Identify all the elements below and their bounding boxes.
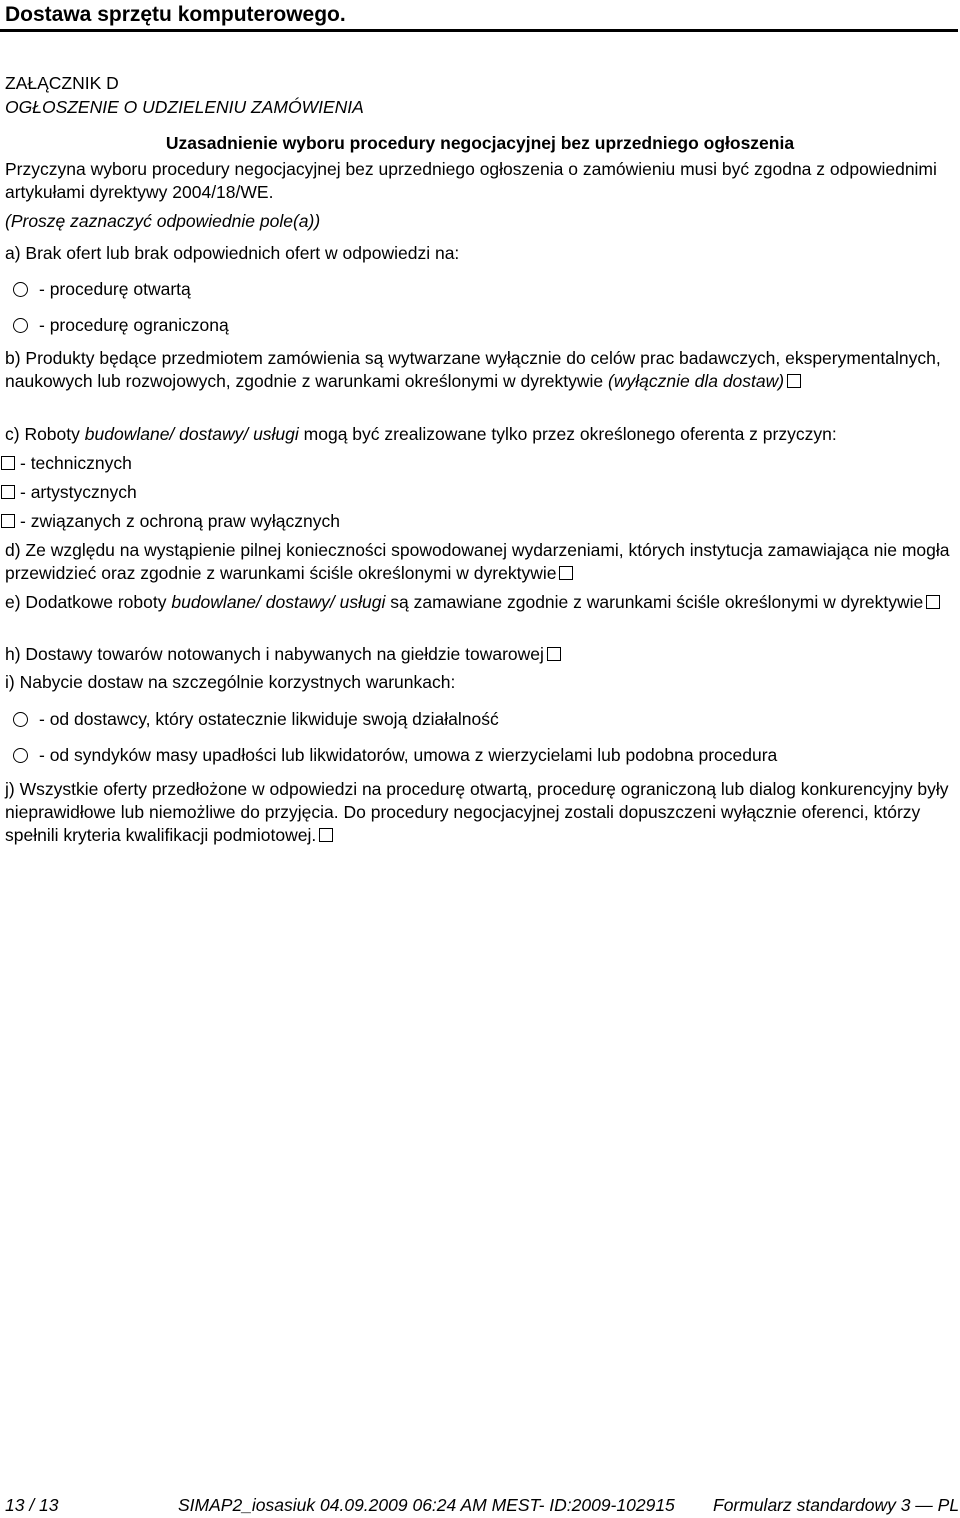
item-b (5, 347, 955, 393)
item-c-option-exclusive-rights[interactable] (1, 509, 340, 533)
checkbox[interactable] (1, 514, 15, 528)
item-i-option-insolvency[interactable] (13, 743, 777, 767)
option-label: - procedurę ograniczoną (39, 314, 229, 335)
item-c (5, 423, 955, 446)
item-c-option-artistic[interactable] (1, 480, 137, 504)
item-b-checkbox[interactable] (787, 374, 801, 388)
item-a-option-restricted[interactable] (13, 313, 229, 337)
item-h (5, 643, 955, 666)
radio-button[interactable] (13, 712, 28, 727)
item-c-prefix: c) Roboty (5, 424, 80, 444)
page-number: 13 / 13 (5, 1495, 59, 1515)
item-e-prefix: e) Dodatkowe roboty (5, 592, 167, 612)
instruction-text: (Proszę zaznaczyć odpowiednie pole(a)) (5, 211, 321, 231)
option-label: - technicznych (20, 452, 132, 473)
item-b-italic: (wyłącznie dla dostaw) (608, 371, 785, 391)
document-id: SIMAP2_iosasiuk 04.09.2009 06:24 AM MEST- ID:2009-102915 (178, 1495, 675, 1515)
form-name: Formularz standardowy 3 — PL (713, 1495, 960, 1515)
option-label: - procedurę otwartą (39, 278, 191, 299)
item-a-text: a) Brak ofert lub brak odpowiednich ofert w odpowiedzi na: (5, 243, 460, 263)
annex-subtitle: OGŁOSZENIE O UDZIELENIU ZAMÓWIENIA (5, 97, 364, 117)
item-c-italic: budowlane/ dostawy/ usługi (84, 424, 299, 444)
section-title: Uzasadnienie wyboru procedury negocjacyjnej bez uprzedniego ogłoszenia (165, 133, 795, 153)
item-e-checkbox[interactable] (926, 595, 940, 609)
item-d-text: d) Ze względu na wystąpienie pilnej konieczności spowodowanej wydarzeniami, których instytucja zamawiająca nie mogła przewidzieć oraz zgodnie z warunkami ściśle określonymi w dyrektywie (5, 540, 950, 583)
item-i-option-liquidation[interactable] (13, 707, 499, 731)
checkbox[interactable] (1, 456, 15, 470)
item-e-suffix: są zamawiane zgodnie z warunkami ściśle określonymi w dyrektywie (390, 592, 924, 612)
item-d (5, 539, 955, 585)
item-j-checkbox[interactable] (319, 828, 333, 842)
item-e-italic: budowlane/ dostawy/ usługi (171, 592, 386, 612)
radio-button[interactable] (13, 282, 28, 297)
item-i-text: i) Nabycie dostaw na szczególnie korzystnych warunkach: (5, 672, 456, 692)
item-h-text: h) Dostawy towarów notowanych i nabywanych na giełdzie towarowej (5, 644, 544, 664)
item-b-text: b) Produkty będące przedmiotem zamówienia są wytwarzane wyłącznie do celów prac badawczych, eksperymentalnych, naukowych lub rozwojowych, zgodnie z warunkami określonymi w dyrektywie (5, 348, 941, 391)
item-h-checkbox[interactable] (547, 647, 561, 661)
radio-button[interactable] (13, 318, 28, 333)
item-e (5, 591, 955, 614)
checkbox[interactable] (1, 485, 15, 499)
item-j (5, 778, 955, 847)
option-label: - od dostawcy, który ostatecznie likwiduje swoją działalność (39, 708, 499, 729)
intro-text: Przyczyna wyboru procedury negocjacyjnej bez uprzedniego ogłoszenia o zamówieniu musi być zgodna z odpowiednimi artykułami dyrektywy 2004/18/WE. (5, 159, 937, 202)
item-a-option-open[interactable] (13, 277, 191, 301)
item-d-checkbox[interactable] (559, 566, 573, 580)
document-title: Dostawa sprzętu komputerowego. (5, 3, 346, 26)
option-label: - artystycznych (20, 481, 137, 502)
annex-label: ZAŁĄCZNIK D (5, 73, 119, 93)
item-j-text: j) Wszystkie oferty przedłożone w odpowiedzi na procedurę otwartą, procedurę ograniczoną lub dialog konkurencyjny były nieprawidłowe lub niemożliwe do przyjęcia. Do procedury negocjacyjnej zostali dopuszczeni wyłącznie oferenci, którzy spełnili kryteria kwalifikacji podmiotowej. (5, 779, 949, 845)
option-label: - od syndyków masy upadłości lub likwidatorów, umowa z wierzycielami lub podobna procedura (39, 744, 778, 765)
option-label: - związanych z ochroną praw wyłącznych (20, 510, 340, 531)
radio-button[interactable] (13, 748, 28, 763)
header-divider (0, 29, 958, 32)
item-c-option-technical[interactable] (1, 451, 132, 475)
item-c-suffix: mogą być zrealizowane tylko przez określonego oferenta z przyczyn: (303, 424, 837, 444)
